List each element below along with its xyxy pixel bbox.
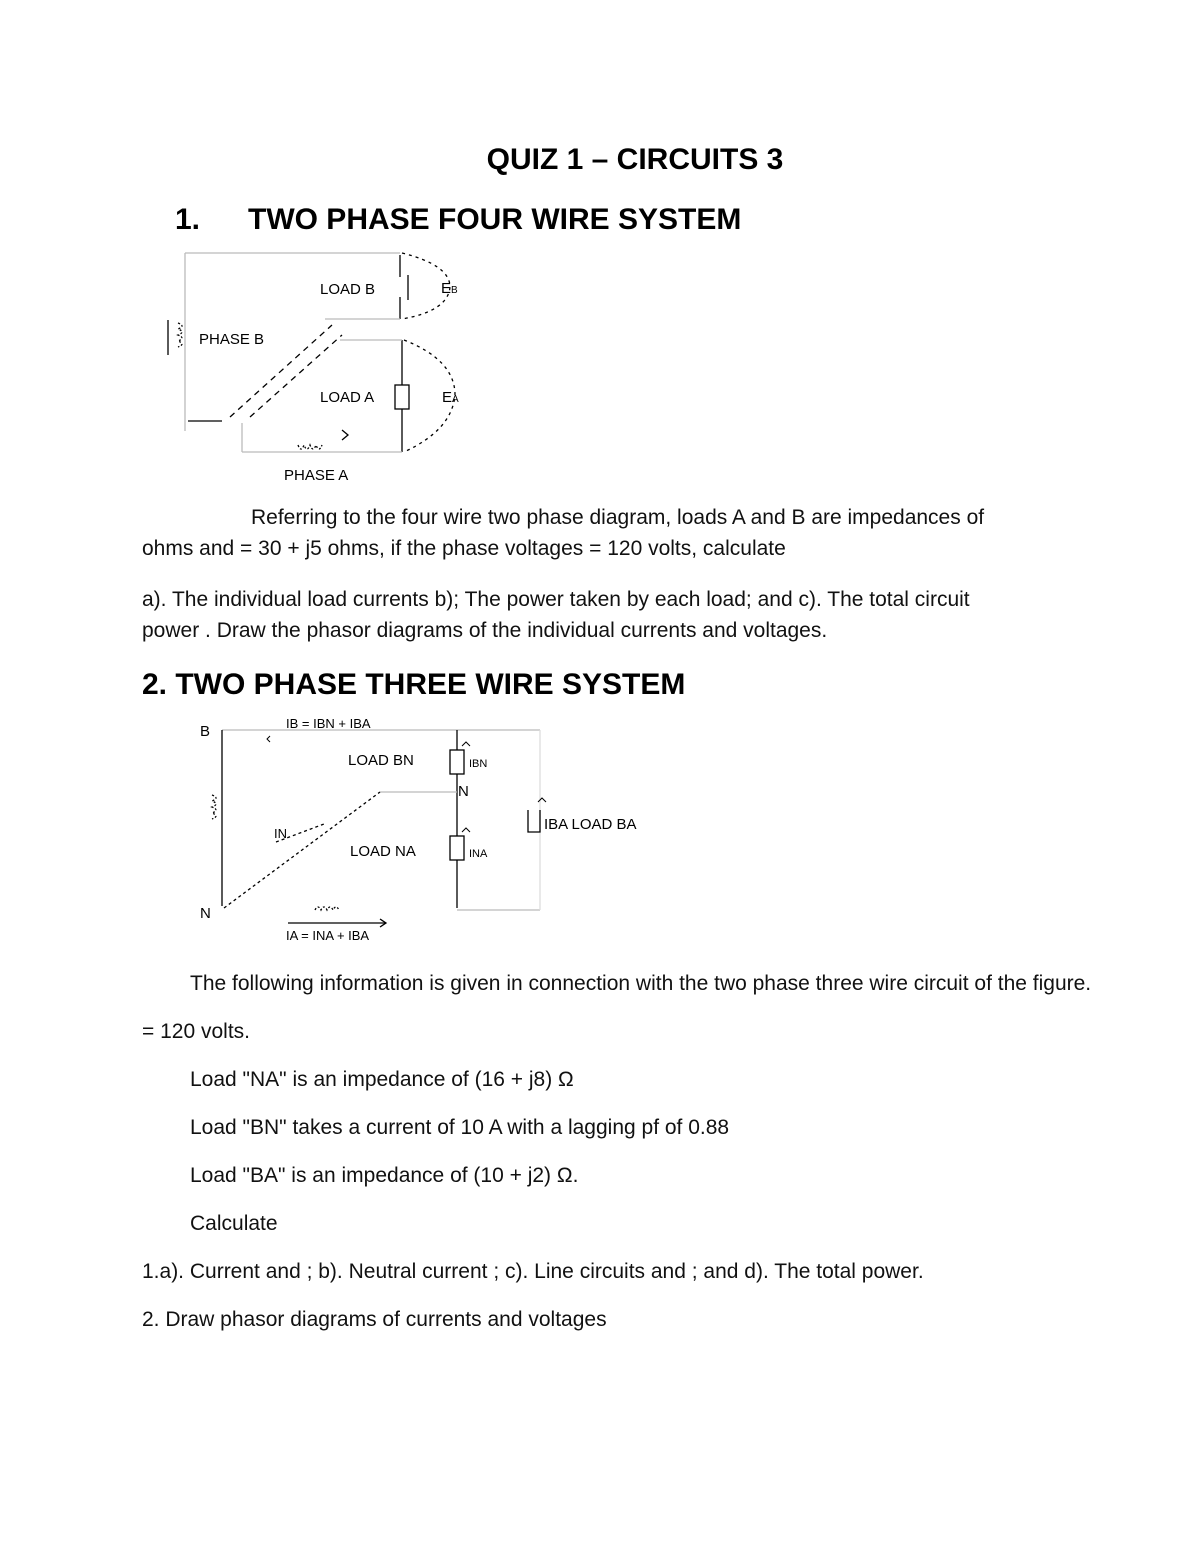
section2-heading: 2. TWO PHASE THREE WIRE SYSTEM	[142, 668, 686, 701]
section1-heading: TWO PHASE FOUR WIRE SYSTEM	[248, 203, 742, 236]
s2-line1: The following information is given in connection with the two phase three wire circuit of the figure.	[190, 972, 1092, 995]
eb-subscript: B	[451, 285, 458, 296]
ia-equation: IA = INA + IBA	[286, 928, 370, 943]
page-title: QUIZ 1 – CIRCUITS 3	[486, 143, 784, 176]
load-bn-label: LOAD BN	[348, 752, 414, 769]
ea-subscript: A	[452, 394, 459, 405]
node-n-left-label: N	[200, 905, 211, 922]
s2-line7: 1.a). Current and ; b). Neutral current ; c). Line circuits and ; and d). The total power.	[142, 1260, 924, 1283]
s2-line2: = 120 volts.	[142, 1020, 250, 1043]
in-label: IN	[274, 826, 287, 841]
s2-line8: 2. Draw phasor diagrams of currents and voltages	[142, 1308, 607, 1331]
s1-para2-line2: power . Draw the phasor diagrams of the individual currents and voltages.	[142, 619, 828, 642]
svg-text:EB	[441, 280, 458, 297]
phase-b-label: PHASE B	[199, 331, 265, 348]
ibn-label: IBN	[469, 758, 488, 770]
iba-load-ba-label: IBA LOAD BA	[544, 816, 637, 833]
eb-label: E	[441, 280, 452, 297]
node-n-mid-label: N	[458, 783, 469, 800]
section1-number: 1.	[175, 203, 201, 236]
load-a-label: LOAD A	[320, 389, 375, 406]
s1-para1-line2: ohms and = 30 + j5 ohms, if the phase voltages = 120 volts, calculate	[142, 537, 786, 560]
s2-line6: Calculate	[190, 1212, 278, 1235]
s2-line5: Load "BA" is an impedance of (10 + j2) Ω.	[190, 1164, 579, 1187]
four-wire-diagram	[150, 245, 490, 490]
s1-para1-line1: Referring to the four wire two phase diagram, loads A and B are impedances of	[251, 506, 985, 529]
s1-para2-line1: a). The individual load currents b); The power taken by each load; and c). The total circuit	[142, 588, 970, 611]
svg-text:EA	[442, 389, 459, 406]
ea-label: E	[442, 389, 453, 406]
s2-line3: Load "NA" is an impedance of (16 + j8) Ω	[190, 1068, 574, 1091]
ina-label: INA	[469, 848, 488, 860]
s2-line4: Load "BN" takes a current of 10 A with a lagging pf of 0.88	[190, 1116, 730, 1139]
three-wire-diagram	[190, 710, 670, 950]
load-b-label: LOAD B	[320, 281, 376, 298]
ib-equation: IB = IBN + IBA	[286, 716, 371, 731]
phase-a-label: PHASE A	[284, 467, 349, 484]
load-na-label: LOAD NA	[350, 843, 416, 860]
node-b-label: B	[200, 723, 211, 740]
